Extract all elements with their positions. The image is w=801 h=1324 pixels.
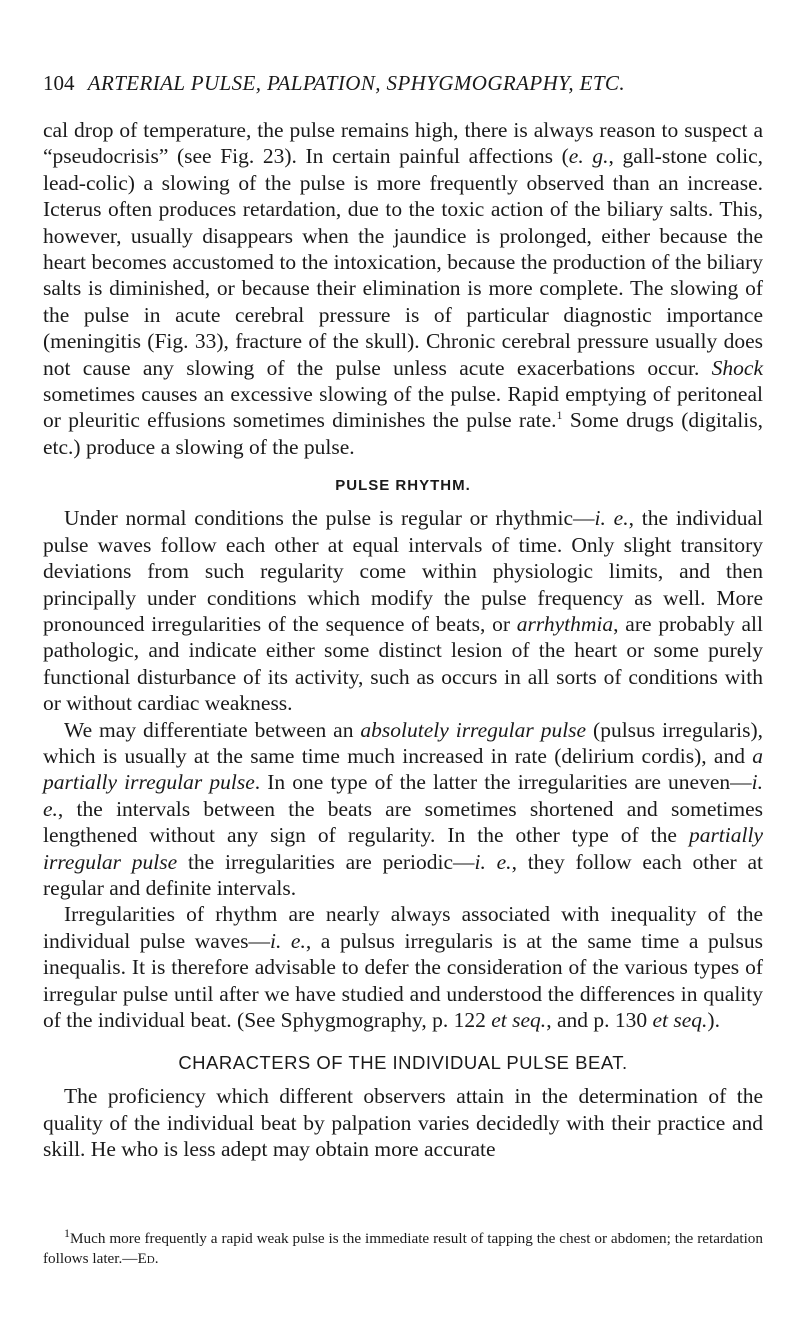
footnote bbox=[43, 1225, 763, 1269]
footnote-marker: 1 bbox=[64, 1225, 70, 1240]
paragraph-normal-rhythm: Under normal conditions the pulse is regular or rhythmic—i. e., the individual pulse waves follow each other at equal intervals of time. Only slight transitory deviations from such regularity come within physiologic limits, and then principally under conditions which modify the pulse frequency as well. More pronounced irregularities of the sequence of beats, or arrhythmia, are probably all pathologic, and indicate either some distinct lesion of the heart or some purely functional disturbance of its activity, such as occurs in all sorts of conditions with or without cardiac weakness. bbox=[43, 506, 764, 716]
paragraph-pulse-slowing: cal drop of temperature, the pulse remains high, there is always reason to suspect a “pseudocrisis” (see Fig. 23). In certain painful affections (e. g., gall-stone colic, lead-colic) a slowing of the pulse is more frequently observed than an increase. Icterus often produces retardation, due to the toxic action of the biliary salts. This, however, usually disappears when the jaundice is prolonged, either because the heart becomes accustomed to the intoxication, because the production of the biliary salts is diminished, or because their elimination is more complete. The slowing of the pulse in acute cerebral pressure is of particular diagnostic importance (meningitis (Fig. 33), fracture of the skull). Chronic cerebral pressure usually does not cause any slowing of the pulse unless acute exacerbations occur. Shock sometimes causes an excessive slowing of the pulse. Rapid emptying of peritoneal or pleuritic effusions sometimes diminishes the pulse rate.$^1$ Some drugs (digitalis, etc.) produce a slowing of the pulse. bbox=[43, 118, 764, 459]
paragraph-proficiency: The proficiency which different observers attain in the determination of the quality of the individual beat by palpation varies decidedly with their practice and skill. He who is less adept may obtain more accurate bbox=[43, 1084, 763, 1162]
section-heading-pulse-beat: CHARACTERS OF THE INDIVIDUAL PULSE BEAT. bbox=[178, 1052, 628, 1074]
running-title: ARTERIAL PULSE, PALPATION, SPHYGMOGRAPHY, ETC. bbox=[87, 71, 625, 95]
page-body bbox=[43, 117, 763, 1163]
footnote-text: Much more frequently a rapid weak pulse is the immediate result of tapping the chest or abdomen; the retardation follows later.— bbox=[43, 1230, 763, 1267]
paragraph-inequality: Irregularities of rhythm are nearly always associated with inequality of the individual pulse waves—i. e., a pulsus irregularis is at the same time a pulsus inequalis. It is therefore advisable to defer the consideration of the various types of irregular pulse until after we have studied and understood the differences in quality of the individual beat. (See Sphygmography, p. 122 et seq., and p. 130 et seq.). bbox=[43, 902, 763, 1032]
footnote-signature: Ed. bbox=[137, 1250, 159, 1267]
footnote-reference: 1 bbox=[556, 408, 563, 423]
running-header bbox=[43, 68, 763, 98]
paragraph-irregular-pulse: We may differentiate between an absolutely irregular pulse (pulsus irregularis), which is usually at the same time much increased in rate (delirium cordis), and a partially irregular pulse. In one type of the latter the irregularities are uneven—i. e., the intervals between the beats are sometimes shortened and sometimes lengthened without any sign of regularity. In the other type of the partially irregular pulse the irregularities are periodic—i. e., they follow each other at regular and definite intervals. bbox=[43, 717, 763, 900]
section-heading-pulse-rhythm: PULSE RHYTHM. bbox=[335, 477, 471, 495]
page-number: 104 bbox=[43, 71, 75, 95]
